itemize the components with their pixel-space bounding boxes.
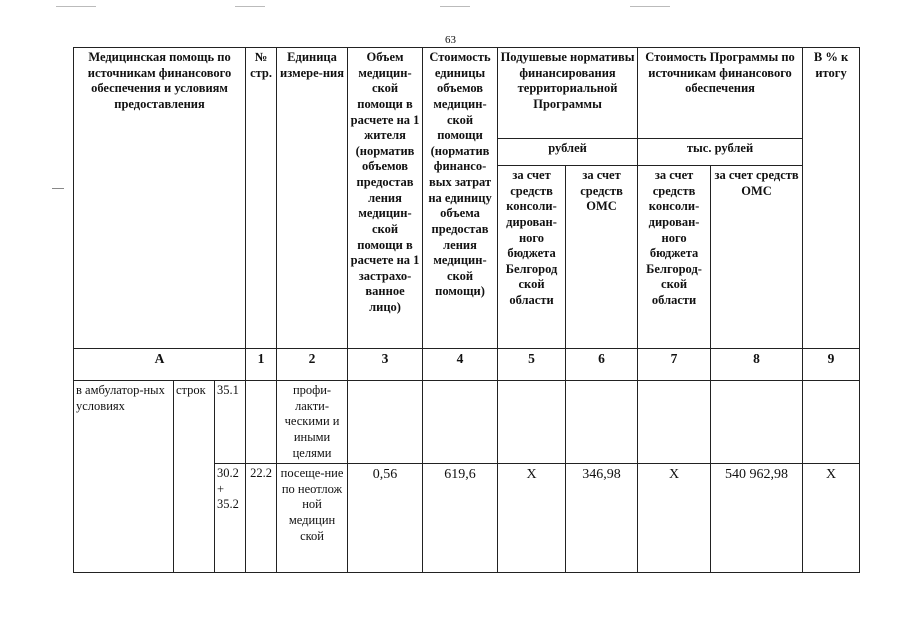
row-cost-oms: 540 962,98 xyxy=(711,464,803,573)
scan-artifact xyxy=(440,6,470,7)
table-row xyxy=(74,381,860,464)
header-col-5: за счет средств консоли-дирован-ного бюджета Белгород ской области xyxy=(498,166,566,349)
row-volume: 0,56 xyxy=(348,464,423,573)
header-col-4: Стоимость единицы объемов медицин-ской помощи (норматив финансо-вых затрат на единицу объема предостав ления медицин-ской помощи) xyxy=(423,48,498,349)
row-unit: посеще-ние по неотлож ной медицин ской xyxy=(277,464,348,573)
row-norm-oms: 346,98 xyxy=(566,464,638,573)
row-norm-budget: Х xyxy=(498,464,566,573)
header-col-8: за счет средств ОМС xyxy=(711,166,803,349)
index-cell: А xyxy=(74,349,246,381)
page-number: 63 xyxy=(445,34,456,46)
scan-artifact xyxy=(630,6,670,7)
row-unit-cost: 619,6 xyxy=(423,464,498,573)
header-unit-thous: тыс. рублей xyxy=(638,139,803,166)
row-empty-cell xyxy=(348,381,423,464)
row-empty-cell xyxy=(423,381,498,464)
index-cell: 4 xyxy=(423,349,498,381)
header-col-a: Медицинская помощь по источникам финансового обеспечения и условиям предоставления xyxy=(74,48,246,349)
scan-artifact xyxy=(56,6,96,7)
index-cell: 2 xyxy=(277,349,348,381)
index-cell: 8 xyxy=(711,349,803,381)
row-line: 22.2 xyxy=(246,464,277,573)
header-row-1 xyxy=(74,48,860,139)
row-group-label: в амбулатор-ных условиях xyxy=(74,381,174,573)
header-col-7: за счет средств консоли-дирован-ного бюджета Белгород-ской области xyxy=(638,166,711,349)
index-cell: 1 xyxy=(246,349,277,381)
row-percent: Х xyxy=(803,464,860,573)
row-empty-cell xyxy=(711,381,803,464)
row-empty-cell xyxy=(638,381,711,464)
header-unit-rub: рублей xyxy=(498,139,638,166)
index-cell: 9 xyxy=(803,349,860,381)
row-cost-budget: Х xyxy=(638,464,711,573)
scan-artifact xyxy=(235,6,265,7)
index-cell: 7 xyxy=(638,349,711,381)
index-cell: 3 xyxy=(348,349,423,381)
header-col-2: Единица измере-ния xyxy=(277,48,348,349)
header-col-9: В % к итогу xyxy=(803,48,860,349)
index-row xyxy=(74,349,860,381)
header-group-norms: Подушевые нормативы финансирования территориальной Программы xyxy=(498,48,638,139)
header-col-1: № стр. xyxy=(246,48,277,349)
header-col-3: Объем медицин-ской помощи в расчете на 1 жителя (норматив объемов предостав ления медицин-ской помощи в расчете на 1 застрахо-ванное лицо) xyxy=(348,48,423,349)
row-empty-cell xyxy=(566,381,638,464)
row-sub-label: строк xyxy=(174,381,215,573)
index-cell: 5 xyxy=(498,349,566,381)
row-empty-cell xyxy=(498,381,566,464)
row-empty-cell xyxy=(803,381,860,464)
index-cell: 6 xyxy=(566,349,638,381)
budget-table xyxy=(73,47,860,573)
row-ref: 35.1 xyxy=(215,381,246,464)
row-ref: 30.2 + 35.2 xyxy=(215,464,246,573)
row-line-empty xyxy=(246,381,277,464)
header-group-cost: Стоимость Программы по источникам финансового обеспечения xyxy=(638,48,803,139)
scan-artifact xyxy=(52,188,64,189)
row-unit: профи-лакти-ческими и иными целями xyxy=(277,381,348,464)
header-col-6: за счет средств ОМС xyxy=(566,166,638,349)
